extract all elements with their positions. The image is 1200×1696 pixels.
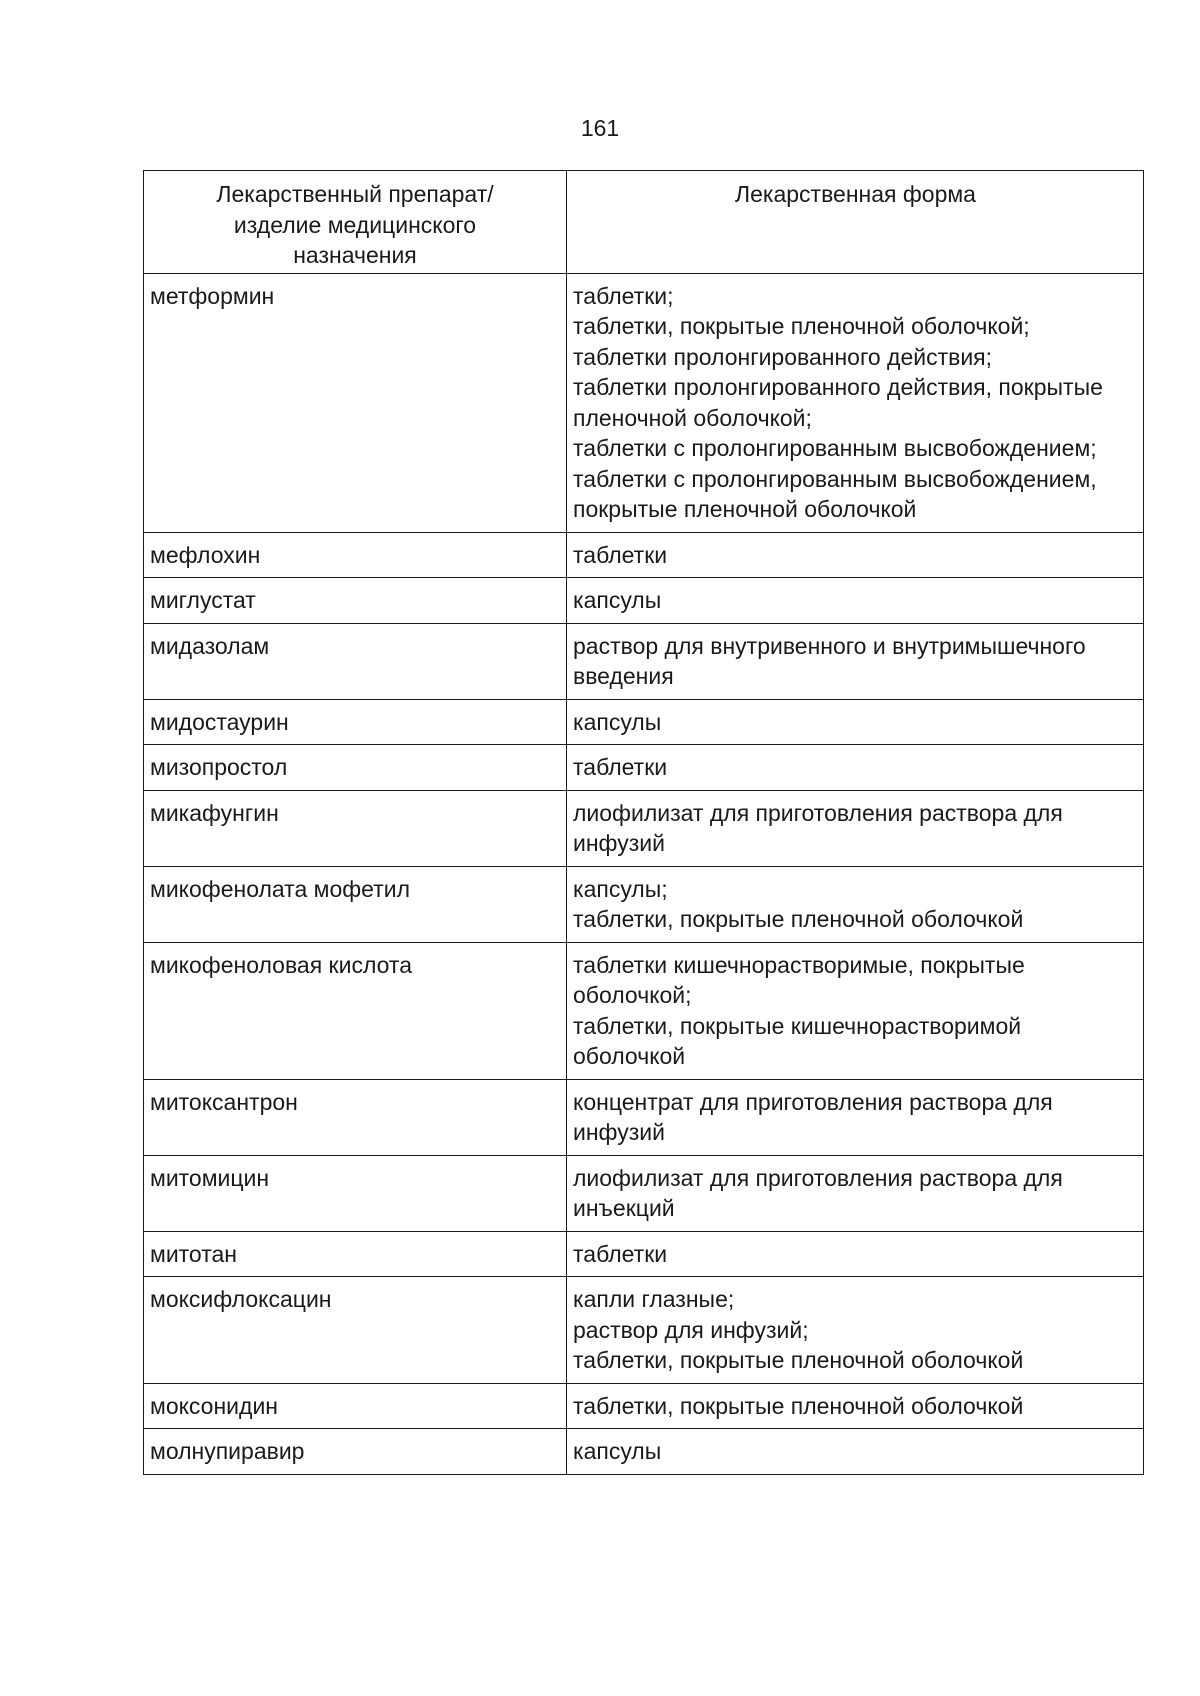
drug-table [143, 170, 1144, 1475]
table-row [144, 1155, 1144, 1231]
dosage-form-cell [567, 699, 1144, 745]
table-row [144, 942, 1144, 1079]
drug-name-cell: микофенолата мофетил [144, 866, 567, 942]
drug-name-cell: молнупиравир [144, 1429, 567, 1475]
column-header-form: Лекарственная форма [567, 171, 1144, 274]
drug-name-cell: микафунгин [144, 790, 567, 866]
dosage-form-cell [567, 866, 1144, 942]
dosage-form-line: раствор для внутривенного и внутримышечного введения [573, 632, 1086, 689]
dosage-form-line: капсулы [573, 587, 662, 613]
dosage-form-line: раствор для инфузий; [573, 1316, 809, 1343]
dosage-form-line: таблетки, покрытые пленочной оболочкой [573, 1347, 1024, 1373]
drug-name-cell: мефлохин [144, 532, 567, 578]
drug-name-cell: митоксантрон [144, 1079, 567, 1155]
drug-name-cell: метформин [144, 273, 567, 532]
dosage-form-cell [567, 1383, 1144, 1429]
drug-name-cell: митотан [144, 1231, 567, 1277]
dosage-form-cell [567, 1079, 1144, 1155]
table-row [144, 1231, 1144, 1277]
dosage-form-line: таблетки; [573, 282, 674, 309]
column-header-drug: Лекарственный препарат/ изделие медицинского назначения [144, 171, 567, 274]
table-row [144, 578, 1144, 624]
dosage-form-cell [567, 1231, 1144, 1277]
dosage-form-line: таблетки [573, 541, 668, 568]
table-row [144, 699, 1144, 745]
dosage-form-line: капли глазные; [573, 1286, 735, 1312]
dosage-form-cell [567, 532, 1144, 578]
dosage-form-cell [567, 273, 1144, 532]
table-row [144, 1383, 1144, 1429]
header-row [144, 171, 1144, 274]
table-row [144, 745, 1144, 791]
dosage-form-cell [567, 578, 1144, 624]
table-body [144, 273, 1144, 1474]
dosage-form-cell [567, 1277, 1144, 1384]
dosage-form-line: концентрат для приготовления раствора для инфузий [573, 1088, 1053, 1145]
drug-name-cell: моксонидин [144, 1383, 567, 1429]
table-row [144, 1277, 1144, 1384]
drug-name-cell: микофеноловая кислота [144, 942, 567, 1079]
dosage-form-line: таблетки [573, 754, 668, 780]
dosage-form-line: таблетки [573, 1240, 668, 1267]
drug-name-cell: мизопростол [144, 745, 567, 791]
table-row [144, 1079, 1144, 1155]
dosage-form-cell [567, 623, 1144, 699]
table-row [144, 866, 1144, 942]
page-number: 161 [580, 115, 620, 141]
dosage-form-line: таблетки, покрытые кишечнорастворимой оболочкой [573, 1012, 1022, 1069]
dosage-form-line: лиофилизат для приготовления раствора для инъекций [573, 1164, 1063, 1221]
dosage-form-line: таблетки пролонгированного действия, покрытые пленочной оболочкой; [573, 374, 1103, 431]
table-header [144, 171, 1144, 274]
dosage-form-line: таблетки, покрытые пленочной оболочкой [573, 1392, 1024, 1419]
dosage-form-line: таблетки с пролонгированным высвобождением, покрытые пленочной оболочкой [573, 465, 1097, 522]
dosage-form-cell [567, 790, 1144, 866]
dosage-form-cell [567, 1155, 1144, 1231]
drug-name-cell: мидазолам [144, 623, 567, 699]
table-row [144, 623, 1144, 699]
dosage-form-cell [567, 1429, 1144, 1475]
drug-name-cell: моксифлоксацин [144, 1277, 567, 1384]
dosage-form-line: таблетки кишечнорастворимые, покрытые оболочкой; [573, 951, 1025, 1008]
drug-name-cell: миглустат [144, 578, 567, 624]
dosage-form-line: капсулы; [573, 875, 668, 902]
table-row [144, 1429, 1144, 1475]
drug-name-cell: мидостаурин [144, 699, 567, 745]
dosage-form-line: таблетки, покрытые пленочной оболочкой; [573, 313, 1030, 339]
dosage-form-line: таблетки с пролонгированным высвобождением; [573, 435, 1097, 461]
drug-name-cell: митомицин [144, 1155, 567, 1231]
dosage-form-line: таблетки пролонгированного действия; [573, 343, 993, 370]
dosage-form-line: капсулы [573, 708, 662, 735]
dosage-form-cell [567, 942, 1144, 1079]
dosage-form-line: лиофилизат для приготовления раствора для инфузий [573, 799, 1063, 856]
dosage-form-cell [567, 745, 1144, 791]
dosage-form-line: таблетки, покрытые пленочной оболочкой [573, 906, 1024, 932]
table-row [144, 532, 1144, 578]
table-row [144, 790, 1144, 866]
table-row [144, 273, 1144, 532]
dosage-form-line: капсулы [573, 1438, 662, 1464]
